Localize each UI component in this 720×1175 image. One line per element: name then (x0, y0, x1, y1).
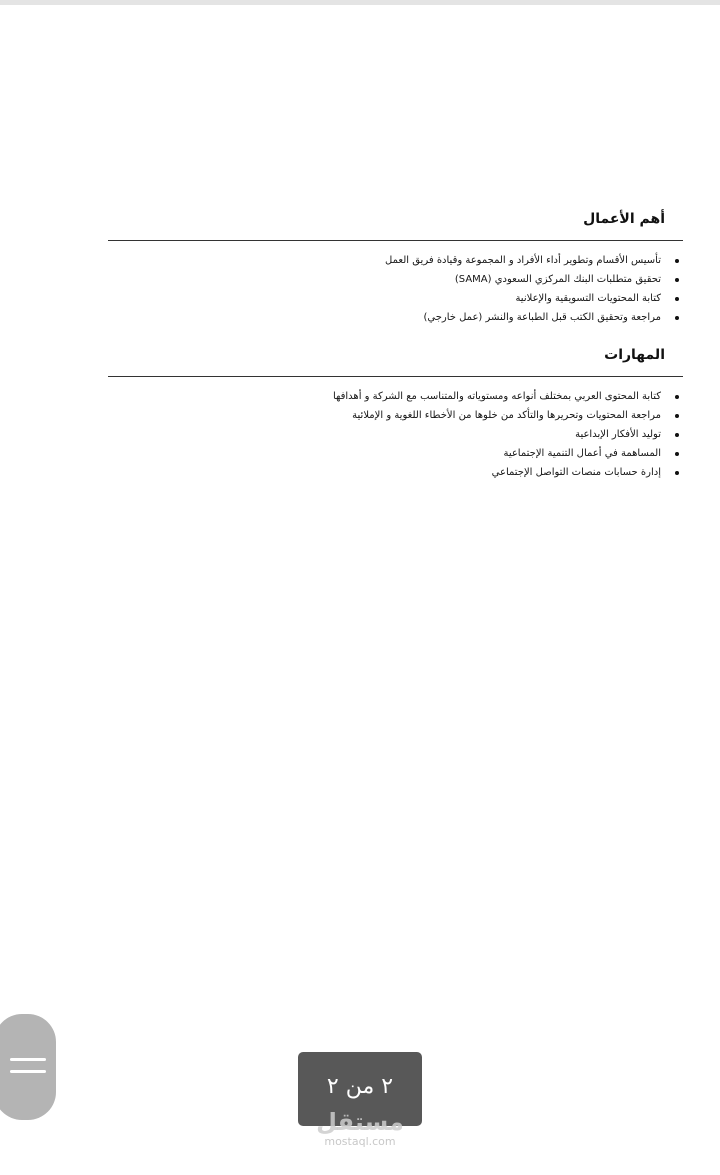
list-item: تحقيق متطلبات البنك المركزي السعودي (SAMA) (108, 270, 683, 289)
list-item: مراجعة المحتويات وتحريرها والتأكد من خلوها من الأخطاء اللغوية و الإملائية (108, 406, 683, 425)
bullet-icon (675, 259, 679, 263)
list-item: المساهمة في أعمال التنمية الإجتماعية (108, 444, 683, 463)
list-item: توليد الأفكار الإبداعية (108, 425, 683, 444)
bullet-icon (675, 414, 679, 418)
list-item: كتابة المحتوى العربي بمختلف أنواعه ومستوياته والمتناسب مع الشركة و أهدافها (108, 387, 683, 406)
bullet-icon (675, 278, 679, 282)
bullet-icon (675, 395, 679, 399)
bullet-icon (675, 297, 679, 301)
top-scroll-bar (0, 0, 720, 5)
list-item: مراجعة وتحقيق الكتب قبل الطباعة والنشر (عمل خارجي) (108, 308, 683, 327)
works-list (108, 241, 683, 327)
list-item: كتابة المحتويات التسويقية والإعلانية (108, 289, 683, 308)
watermark-latin: mostaql.com (324, 1135, 396, 1148)
section-works (108, 206, 683, 327)
bullet-icon (675, 452, 679, 456)
watermark-arabic: مستقل (316, 1108, 404, 1136)
skills-list (108, 377, 683, 482)
bullet-icon (675, 433, 679, 437)
viewer-menu-button[interactable] (0, 1014, 56, 1120)
section-title-works: أهم الأعمال (583, 211, 665, 227)
section-title-skills: المهارات (604, 347, 665, 363)
bullet-icon (675, 316, 679, 320)
section-skills (108, 342, 683, 482)
page-indicator: ٢ من ٢ (298, 1052, 422, 1126)
bullet-icon (675, 471, 679, 475)
list-item: تأسيس الأقسام وتطوير أداء الأفراد و المجموعة وقيادة فريق العمل (108, 251, 683, 270)
list-item: إدارة حسابات منصات التواصل الإجتماعي (108, 463, 683, 482)
